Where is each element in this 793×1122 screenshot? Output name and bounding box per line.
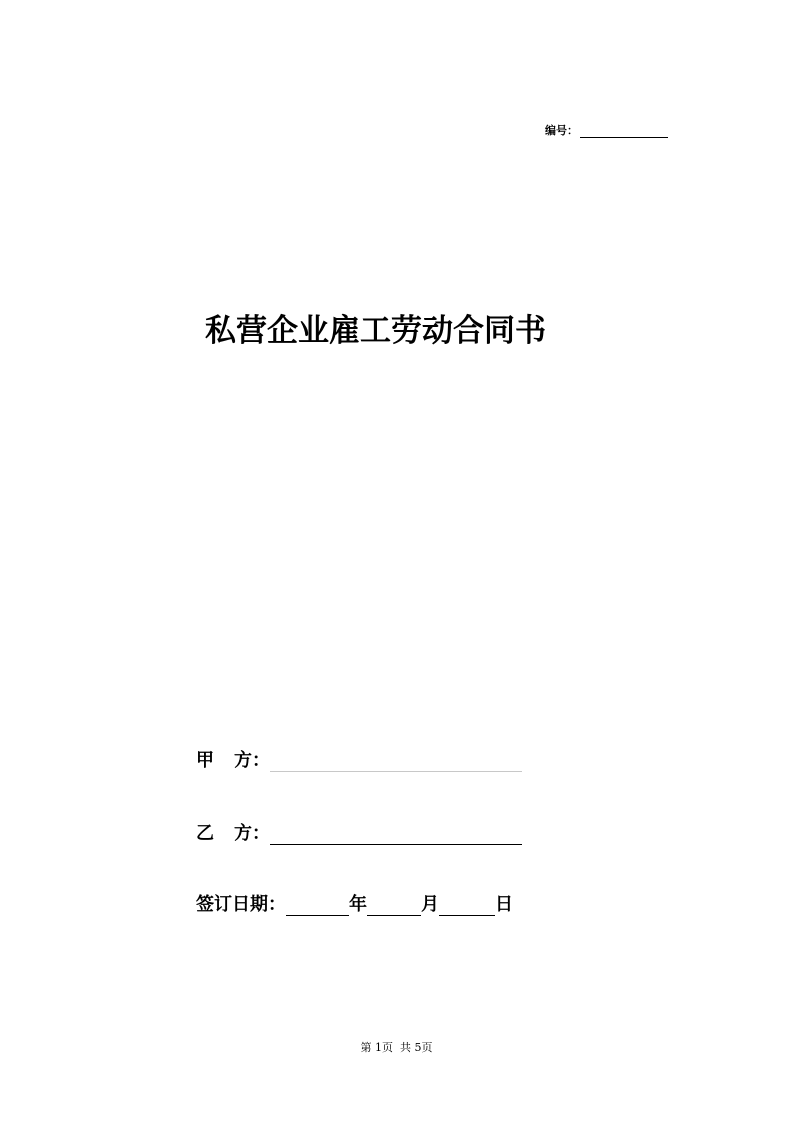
page-footer: 第 1页 共 5页 bbox=[360, 1041, 433, 1054]
party-b-label-char: 乙 bbox=[196, 823, 214, 844]
party-b-row bbox=[196, 819, 522, 845]
document-number-blank bbox=[580, 125, 668, 138]
party-a-label-suffix: 方： bbox=[234, 750, 270, 771]
party-a-row bbox=[196, 746, 522, 772]
party-a-blank bbox=[270, 751, 522, 772]
sign-date-year-blank bbox=[286, 895, 349, 916]
sign-date-month-label: 月 bbox=[421, 894, 439, 915]
sign-date-day-label: 日 bbox=[495, 894, 513, 915]
sign-date-day-blank bbox=[439, 895, 495, 916]
party-a-label-char: 甲 bbox=[196, 750, 214, 771]
party-b-blank bbox=[270, 824, 522, 845]
sign-date-label: 签订日期： bbox=[196, 894, 286, 915]
document-number-label: 编号： bbox=[545, 124, 578, 137]
document-number bbox=[545, 122, 668, 138]
sign-date-row bbox=[196, 890, 513, 916]
document-title: 私营企业雇工劳动合同书 bbox=[205, 313, 546, 349]
party-b-label-suffix: 方： bbox=[234, 823, 270, 844]
sign-date-month-blank bbox=[367, 895, 421, 916]
sign-date-year-label: 年 bbox=[349, 894, 367, 915]
